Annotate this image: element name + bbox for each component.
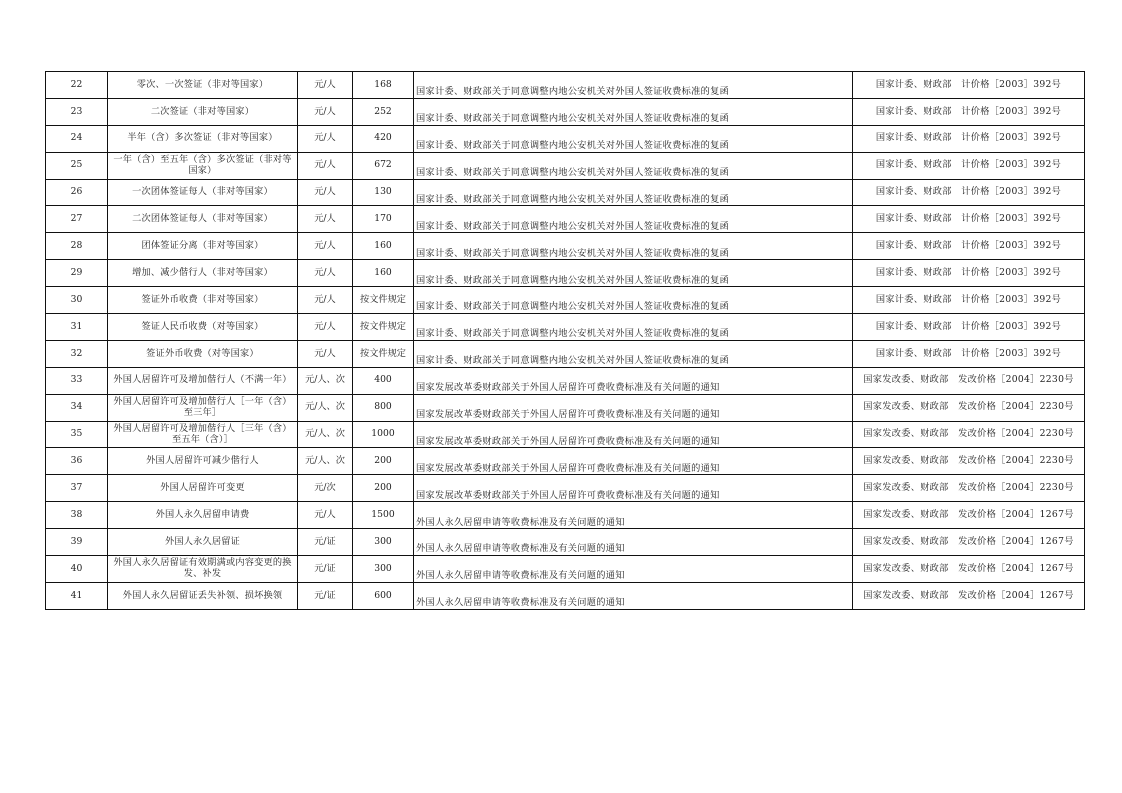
table-row (46, 340, 1085, 367)
fee-item-cell: 外国人居留许可及增加偕行人（不满一年） (108, 367, 298, 394)
fee-item-cell: 外国人居留许可减少偕行人 (108, 448, 298, 475)
table-row (46, 448, 1085, 475)
fee-item-cell: 签证外币收费（非对等国家） (108, 287, 298, 314)
fee-standard-cell: 160 (353, 260, 414, 287)
document-title-cell: 国家发展改革委财政部关于外国人居留许可费收费标准及有关问题的通知 (414, 367, 853, 394)
table-row (46, 502, 1085, 529)
row-number-cell: 39 (46, 529, 108, 556)
document-title-cell: 外国人永久居留申请等收费标准及有关问题的通知 (414, 582, 853, 609)
fee-item-cell: 半年（含）多次签证（非对等国家） (108, 125, 298, 152)
table-row (46, 179, 1085, 206)
approval-basis-cell: 国家发改委、财政部 发改价格［2004］1267号 (853, 502, 1085, 529)
approval-basis-cell: 国家计委、财政部 计价格［2003］392号 (853, 233, 1085, 260)
fee-item-cell: 二次团体签证每人（非对等国家） (108, 206, 298, 233)
row-number-cell: 28 (46, 233, 108, 260)
table-row (46, 98, 1085, 125)
fee-unit-cell: 元/人 (298, 233, 353, 260)
fee-unit-cell: 元/人 (298, 98, 353, 125)
document-title-cell: 国家发展改革委财政部关于外国人居留许可费收费标准及有关问题的通知 (414, 448, 853, 475)
fee-standard-cell: 1000 (353, 421, 414, 448)
row-number-cell: 41 (46, 582, 108, 609)
fee-standard-cell: 按文件规定 (353, 314, 414, 341)
fee-unit-cell: 元/人 (298, 72, 353, 99)
document-title-cell: 国家计委、财政部关于同意调整内地公安机关对外国人签证收费标准的复函 (414, 206, 853, 233)
table-row (46, 556, 1085, 583)
fee-table-body (46, 72, 1085, 610)
table-row (46, 152, 1085, 179)
document-title-cell: 国家计委、财政部关于同意调整内地公安机关对外国人签证收费标准的复函 (414, 152, 853, 179)
table-row (46, 367, 1085, 394)
document-title-cell: 国家计委、财政部关于同意调整内地公安机关对外国人签证收费标准的复函 (414, 314, 853, 341)
fee-item-cell: 外国人永久居留申请费 (108, 502, 298, 529)
fee-item-cell: 外国人居留许可变更 (108, 475, 298, 502)
document-title-cell: 外国人永久居留申请等收费标准及有关问题的通知 (414, 556, 853, 583)
table-row (46, 287, 1085, 314)
approval-basis-cell: 国家计委、财政部 计价格［2003］392号 (853, 98, 1085, 125)
row-number-cell: 36 (46, 448, 108, 475)
fee-item-cell: 二次签证（非对等国家） (108, 98, 298, 125)
fee-standard-cell: 200 (353, 475, 414, 502)
fee-item-cell: 一次团体签证每人（非对等国家） (108, 179, 298, 206)
fee-item-cell: 外国人永久居留证丢失补领、损坏换领 (108, 582, 298, 609)
fee-standard-cell: 130 (353, 179, 414, 206)
approval-basis-cell: 国家发改委、财政部 发改价格［2004］1267号 (853, 556, 1085, 583)
table-row (46, 206, 1085, 233)
row-number-cell: 33 (46, 367, 108, 394)
fee-item-cell: 外国人居留许可及增加偕行人［一年（含）至三年］ (108, 394, 298, 421)
table-row (46, 582, 1085, 609)
document-title-cell: 外国人永久居留申请等收费标准及有关问题的通知 (414, 529, 853, 556)
row-number-cell: 31 (46, 314, 108, 341)
approval-basis-cell: 国家发改委、财政部 发改价格［2004］2230号 (853, 394, 1085, 421)
fee-item-cell: 外国人永久居留证有效期满或内容变更的换发、补发 (108, 556, 298, 583)
fee-item-cell: 一年（含）至五年（含）多次签证（非对等国家） (108, 152, 298, 179)
row-number-cell: 29 (46, 260, 108, 287)
approval-basis-cell: 国家发改委、财政部 发改价格［2004］2230号 (853, 367, 1085, 394)
document-title-cell: 国家计委、财政部关于同意调整内地公安机关对外国人签证收费标准的复函 (414, 125, 853, 152)
row-number-cell: 32 (46, 340, 108, 367)
row-number-cell: 26 (46, 179, 108, 206)
fee-unit-cell: 元/证 (298, 556, 353, 583)
row-number-cell: 30 (46, 287, 108, 314)
fee-standard-cell: 168 (353, 72, 414, 99)
fee-unit-cell: 元/人 (298, 340, 353, 367)
document-title-cell: 国家计委、财政部关于同意调整内地公安机关对外国人签证收费标准的复函 (414, 72, 853, 99)
row-number-cell: 25 (46, 152, 108, 179)
table-row (46, 475, 1085, 502)
document-title-cell: 国家发展改革委财政部关于外国人居留许可费收费标准及有关问题的通知 (414, 421, 853, 448)
fee-unit-cell: 元/人 (298, 502, 353, 529)
row-number-cell: 22 (46, 72, 108, 99)
fee-unit-cell: 元/人 (298, 179, 353, 206)
row-number-cell: 35 (46, 421, 108, 448)
approval-basis-cell: 国家计委、财政部 计价格［2003］392号 (853, 152, 1085, 179)
fee-table (45, 71, 1085, 610)
fee-standard-cell: 按文件规定 (353, 340, 414, 367)
fee-unit-cell: 元/人 (298, 260, 353, 287)
row-number-cell: 23 (46, 98, 108, 125)
document-title-cell: 外国人永久居留申请等收费标准及有关问题的通知 (414, 502, 853, 529)
fee-item-cell: 增加、减少偕行人（非对等国家） (108, 260, 298, 287)
fee-unit-cell: 元/人、次 (298, 421, 353, 448)
row-number-cell: 38 (46, 502, 108, 529)
approval-basis-cell: 国家计委、财政部 计价格［2003］392号 (853, 340, 1085, 367)
fee-standard-cell: 400 (353, 367, 414, 394)
fee-unit-cell: 元/次 (298, 475, 353, 502)
fee-standard-cell: 300 (353, 556, 414, 583)
approval-basis-cell: 国家计委、财政部 计价格［2003］392号 (853, 206, 1085, 233)
approval-basis-cell: 国家发改委、财政部 发改价格［2004］2230号 (853, 475, 1085, 502)
approval-basis-cell: 国家计委、财政部 计价格［2003］392号 (853, 287, 1085, 314)
approval-basis-cell: 国家发改委、财政部 发改价格［2004］1267号 (853, 582, 1085, 609)
fee-unit-cell: 元/人、次 (298, 367, 353, 394)
fee-unit-cell: 元/人、次 (298, 448, 353, 475)
fee-item-cell: 签证外币收费（对等国家） (108, 340, 298, 367)
fee-standard-cell: 600 (353, 582, 414, 609)
fee-unit-cell: 元/人 (298, 125, 353, 152)
table-row (46, 72, 1085, 99)
fee-item-cell: 外国人居留许可及增加偕行人［三年（含）至五年（含）］ (108, 421, 298, 448)
approval-basis-cell: 国家计委、财政部 计价格［2003］392号 (853, 260, 1085, 287)
row-number-cell: 37 (46, 475, 108, 502)
table-row (46, 260, 1085, 287)
fee-standard-cell: 170 (353, 206, 414, 233)
document-title-cell: 国家发展改革委财政部关于外国人居留许可费收费标准及有关问题的通知 (414, 475, 853, 502)
fee-standard-cell: 300 (353, 529, 414, 556)
fee-unit-cell: 元/人、次 (298, 394, 353, 421)
document-title-cell: 国家发展改革委财政部关于外国人居留许可费收费标准及有关问题的通知 (414, 394, 853, 421)
document-title-cell: 国家计委、财政部关于同意调整内地公安机关对外国人签证收费标准的复函 (414, 233, 853, 260)
fee-standard-cell: 252 (353, 98, 414, 125)
document-title-cell: 国家计委、财政部关于同意调整内地公安机关对外国人签证收费标准的复函 (414, 98, 853, 125)
fee-standard-cell: 160 (353, 233, 414, 260)
document-title-cell: 国家计委、财政部关于同意调整内地公安机关对外国人签证收费标准的复函 (414, 179, 853, 206)
fee-standard-cell: 672 (353, 152, 414, 179)
approval-basis-cell: 国家发改委、财政部 发改价格［2004］1267号 (853, 529, 1085, 556)
approval-basis-cell: 国家发改委、财政部 发改价格［2004］2230号 (853, 448, 1085, 475)
fee-item-cell: 签证人民币收费（对等国家） (108, 314, 298, 341)
fee-unit-cell: 元/人 (298, 314, 353, 341)
fee-unit-cell: 元/证 (298, 529, 353, 556)
row-number-cell: 24 (46, 125, 108, 152)
fee-item-cell: 零次、一次签证（非对等国家） (108, 72, 298, 99)
table-row (46, 314, 1085, 341)
table-row (46, 421, 1085, 448)
fee-standard-cell: 800 (353, 394, 414, 421)
table-row (46, 394, 1085, 421)
fee-unit-cell: 元/证 (298, 582, 353, 609)
fee-item-cell: 外国人永久居留证 (108, 529, 298, 556)
approval-basis-cell: 国家计委、财政部 计价格［2003］392号 (853, 125, 1085, 152)
row-number-cell: 34 (46, 394, 108, 421)
fee-unit-cell: 元/人 (298, 287, 353, 314)
table-row (46, 125, 1085, 152)
fee-unit-cell: 元/人 (298, 152, 353, 179)
table-row (46, 233, 1085, 260)
fee-standard-cell: 200 (353, 448, 414, 475)
document-title-cell: 国家计委、财政部关于同意调整内地公安机关对外国人签证收费标准的复函 (414, 260, 853, 287)
fee-standard-cell: 1500 (353, 502, 414, 529)
fee-standard-cell: 420 (353, 125, 414, 152)
row-number-cell: 27 (46, 206, 108, 233)
approval-basis-cell: 国家计委、财政部 计价格［2003］392号 (853, 179, 1085, 206)
table-row (46, 529, 1085, 556)
row-number-cell: 40 (46, 556, 108, 583)
approval-basis-cell: 国家发改委、财政部 发改价格［2004］2230号 (853, 421, 1085, 448)
document-title-cell: 国家计委、财政部关于同意调整内地公安机关对外国人签证收费标准的复函 (414, 340, 853, 367)
document-title-cell: 国家计委、财政部关于同意调整内地公安机关对外国人签证收费标准的复函 (414, 287, 853, 314)
fee-standard-cell: 按文件规定 (353, 287, 414, 314)
approval-basis-cell: 国家计委、财政部 计价格［2003］392号 (853, 314, 1085, 341)
fee-unit-cell: 元/人 (298, 206, 353, 233)
fee-item-cell: 团体签证分离（非对等国家） (108, 233, 298, 260)
approval-basis-cell: 国家计委、财政部 计价格［2003］392号 (853, 72, 1085, 99)
